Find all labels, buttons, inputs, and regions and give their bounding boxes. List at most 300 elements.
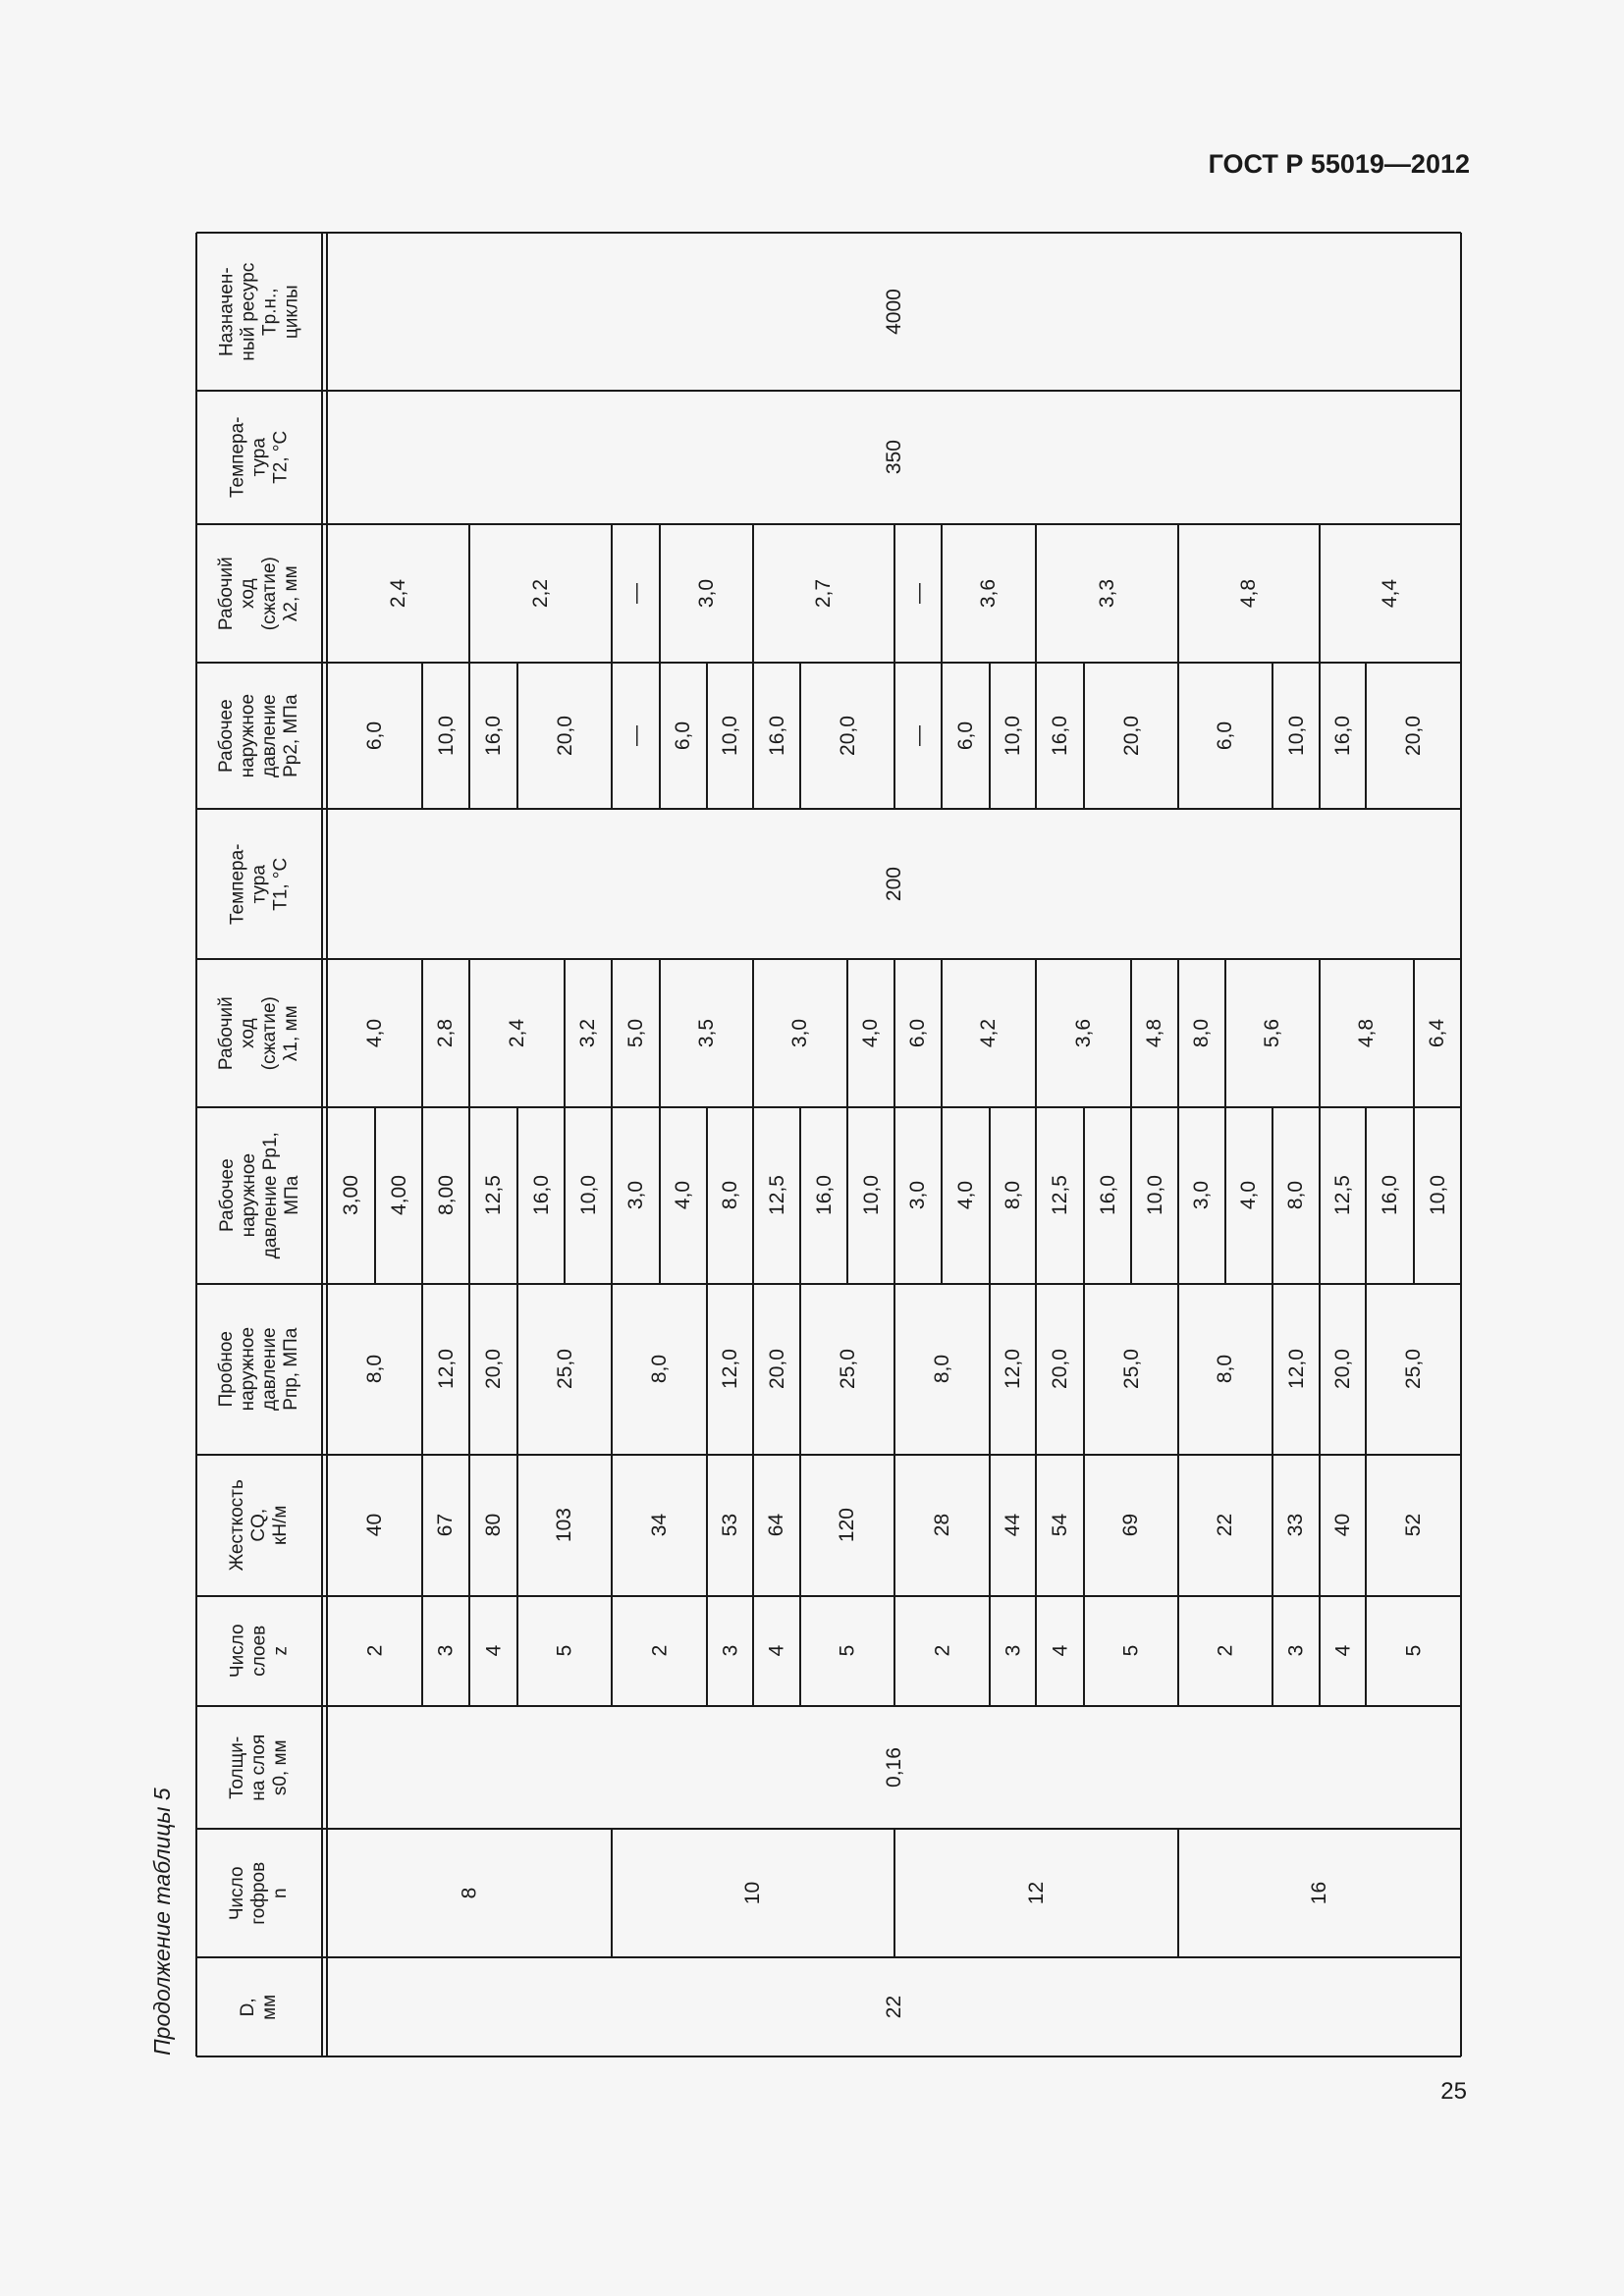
grid-line [421, 663, 423, 809]
cell-Pp2-text: 20,0 [1119, 716, 1143, 756]
grid-line [1319, 1284, 1321, 1455]
cell-lambda1 [1320, 959, 1414, 1107]
table-5-continuation [196, 233, 1461, 2056]
grid-line [468, 1284, 470, 1455]
cell-Pp1-text: 8,00 [434, 1175, 458, 1216]
grid-line [752, 959, 754, 1107]
cell-lambda2 [894, 524, 942, 663]
grid-line [893, 1107, 895, 1284]
header-T2 [196, 391, 322, 524]
grid-line [1319, 1107, 1321, 1284]
grid-line [468, 959, 470, 1107]
header-line: ход [238, 1018, 259, 1048]
cell-Pp2-text: — [906, 725, 930, 746]
grid-line [1177, 1455, 1179, 1596]
cell-lambda1 [894, 959, 942, 1107]
cell-Pp1-text: 8,0 [718, 1181, 741, 1210]
header-line: МПа [280, 1175, 301, 1216]
cell-z [327, 1596, 422, 1706]
grid-line [421, 1455, 423, 1596]
grid-line [1365, 663, 1367, 809]
cell-Tpn [327, 233, 1461, 391]
grid-line [1083, 1596, 1085, 1706]
cell-Pp1-text: 12,5 [1048, 1175, 1071, 1216]
cell-Pp1-text: 8,0 [1001, 1181, 1024, 1210]
cell-Pp2-text: 10,0 [434, 716, 458, 756]
grid-line [421, 959, 423, 1107]
grid-line [706, 663, 708, 809]
cell-Pp1-text: 10,0 [1426, 1175, 1449, 1216]
cell-CQ [800, 1455, 894, 1596]
cell-CQ [422, 1455, 469, 1596]
cell-Pp1 [375, 1107, 422, 1284]
grid-line [799, 1455, 801, 1596]
grid-line [1083, 1107, 1085, 1284]
cell-CQ [1320, 1455, 1366, 1596]
grid-line [1413, 1107, 1415, 1284]
header-Pp2 [196, 663, 322, 809]
cell-Ppr [1178, 1284, 1272, 1455]
cell-CQ-text: 120 [836, 1508, 859, 1543]
header-CQ [196, 1455, 322, 1596]
cell-z-text: 2 [1214, 1645, 1237, 1657]
cell-Pp2 [469, 663, 517, 809]
cell-n [327, 1829, 612, 1957]
cell-Pp1-text: 10,0 [576, 1175, 600, 1216]
cell-Ppr [327, 1284, 422, 1455]
cell-lambda1-text: 4,8 [1355, 1018, 1379, 1048]
grid-line [1272, 663, 1273, 809]
cell-Ppr-text: 8,0 [930, 1355, 953, 1384]
cell-Pp2 [612, 663, 660, 809]
header-lambda1 [196, 959, 322, 1107]
grid-line [1035, 1596, 1037, 1706]
grid-line [1177, 1596, 1179, 1706]
header-line: давление [259, 694, 280, 777]
cell-lambda2 [660, 524, 753, 663]
cell-Pp1-text: 10,0 [1143, 1175, 1166, 1216]
cell-Pp1-text: 16,0 [1096, 1175, 1119, 1216]
cell-Pp1-text: 3,00 [339, 1175, 362, 1216]
grid-line [989, 1107, 991, 1284]
grid-line [799, 1107, 801, 1284]
grid-line [421, 1596, 423, 1706]
cell-CQ-text: 80 [481, 1514, 505, 1537]
cell-Ppr-text: 25,0 [836, 1349, 859, 1390]
cell-Ppr [422, 1284, 469, 1455]
grid-line [706, 1107, 708, 1284]
cell-z [990, 1596, 1036, 1706]
header-line: тура [248, 438, 270, 477]
cell-Ppr-text: 12,0 [1001, 1349, 1024, 1390]
cell-Pp2-text: 16,0 [1048, 716, 1071, 756]
cell-lambda2 [1320, 524, 1461, 663]
cell-lambda1-text: 2,8 [434, 1018, 458, 1048]
cell-CQ [1366, 1455, 1461, 1596]
grid-line [706, 1596, 708, 1706]
cell-CQ [894, 1455, 990, 1596]
cell-Pp1 [660, 1107, 707, 1284]
header-line: Назначен- [216, 267, 238, 356]
header-line: Рабочее [216, 1158, 238, 1233]
cell-Pp1 [707, 1107, 753, 1284]
cell-Ppr [990, 1284, 1036, 1455]
cell-z-text: 3 [1284, 1645, 1308, 1657]
cell-Pp1-text: 12,5 [481, 1175, 505, 1216]
cell-D-text: 22 [882, 1995, 905, 2019]
cell-lambda1 [942, 959, 1036, 1107]
grid-line [989, 663, 991, 809]
grid-line [1177, 959, 1179, 1107]
cell-Pp1 [422, 1107, 469, 1284]
cell-s0 [327, 1706, 1461, 1829]
header-line: Число [227, 1866, 248, 1920]
cell-CQ-text: 67 [434, 1514, 458, 1537]
cell-T1 [327, 809, 1461, 959]
grid-line [846, 1107, 848, 1284]
grid-line [1224, 959, 1226, 1107]
cell-CQ [1272, 1455, 1320, 1596]
cell-z-text: 5 [1401, 1645, 1425, 1657]
cell-Ppr-text: 25,0 [1401, 1349, 1425, 1390]
cell-Ppr-text: 12,0 [1284, 1349, 1308, 1390]
header-lambda2 [196, 524, 322, 663]
grid-line [1083, 1455, 1085, 1596]
header-line: давление [259, 1327, 280, 1412]
header-z-label [227, 1625, 292, 1679]
header-line: кН/м [269, 1505, 291, 1546]
cell-z-text: 3 [434, 1645, 458, 1657]
grid-line [1177, 663, 1179, 809]
header-line: наружное [238, 693, 259, 778]
cell-Pp2 [1084, 663, 1178, 809]
cell-z-text: 4 [1330, 1645, 1354, 1657]
cell-CQ [707, 1455, 753, 1596]
grid-line [752, 1596, 754, 1706]
cell-Pp1-text: 12,5 [765, 1175, 788, 1216]
cell-z-text: 5 [836, 1645, 859, 1657]
grid-line [516, 1284, 518, 1455]
grid-line [516, 1596, 518, 1706]
cell-z [1320, 1596, 1366, 1706]
cell-lambda2 [612, 524, 660, 663]
grid-line [1177, 1284, 1179, 1455]
grid-line [516, 1455, 518, 1596]
cell-z [800, 1596, 894, 1706]
cell-Pp1 [1084, 1107, 1131, 1284]
cell-CQ [612, 1455, 707, 1596]
cell-lambda1-text: 6,0 [906, 1018, 930, 1048]
cell-Pp1-text: 4,0 [953, 1181, 977, 1210]
cell-Pp1-text: 3,0 [906, 1181, 930, 1210]
grid-line [1365, 1284, 1367, 1455]
cell-CQ [1036, 1455, 1084, 1596]
cell-z-text: 5 [553, 1645, 576, 1657]
grid-line [611, 1107, 613, 1284]
header-line: на слоя [248, 1734, 270, 1801]
cell-z-text: 4 [481, 1645, 505, 1657]
cell-lambda2 [327, 524, 469, 663]
grid-line [1083, 663, 1085, 809]
cell-Pp2 [1036, 663, 1084, 809]
cell-Pp1 [1036, 1107, 1084, 1284]
cell-z [1036, 1596, 1084, 1706]
cell-z-text: 3 [1001, 1645, 1024, 1657]
cell-Pp2 [707, 663, 753, 809]
cell-T2 [327, 391, 1461, 524]
grid-line [1130, 959, 1132, 1107]
cell-Ppr [1272, 1284, 1320, 1455]
header-line: (сжатие) [258, 556, 280, 631]
cell-lambda2-text: 4,4 [1379, 578, 1402, 609]
cell-Ppr-text: 25,0 [553, 1349, 576, 1390]
cell-z [1366, 1596, 1461, 1706]
cell-z-text: 5 [1119, 1645, 1143, 1657]
grid-line [1413, 959, 1415, 1107]
cell-lambda2-text: — [623, 583, 647, 604]
cell-Pp2 [942, 663, 990, 809]
cell-Pp1 [1414, 1107, 1461, 1284]
header-line: Жесткость [227, 1479, 248, 1572]
header-line: циклы [280, 285, 301, 339]
cell-z [1084, 1596, 1178, 1706]
cell-Ppr [707, 1284, 753, 1455]
cell-lambda1 [847, 959, 894, 1107]
header-line: слоев [248, 1625, 270, 1678]
cell-Pp2-text: 6,0 [1214, 721, 1237, 751]
cell-CQ [469, 1455, 517, 1596]
grid-line [1035, 959, 1037, 1107]
header-Pp2-label [216, 694, 301, 777]
grid-line [989, 1455, 991, 1596]
cell-z [1272, 1596, 1320, 1706]
grid-line [1319, 1596, 1321, 1706]
cell-lambda1-text: 3,5 [694, 1018, 718, 1048]
cell-Ppr [894, 1284, 990, 1455]
grid-line [893, 1829, 895, 1957]
cell-Pp1 [1178, 1107, 1225, 1284]
grid-line [799, 663, 801, 809]
cell-s0-text: 0,16 [882, 1747, 905, 1788]
grid-line [799, 1284, 801, 1455]
grid-line [564, 959, 566, 1107]
cell-z [753, 1596, 800, 1706]
cell-Pp1 [327, 1107, 375, 1284]
page-number: 25 [1440, 2078, 1467, 2105]
cell-Pp1 [612, 1107, 660, 1284]
cell-Pp1 [990, 1107, 1036, 1284]
cell-Ppr [800, 1284, 894, 1455]
cell-lambda1 [1131, 959, 1178, 1107]
cell-lambda1-text: 6,4 [1426, 1018, 1449, 1048]
cell-Pp1 [1366, 1107, 1414, 1284]
cell-Pp1 [517, 1107, 565, 1284]
header-line: T1, °C [269, 857, 291, 911]
header-Tpn-label [216, 262, 301, 360]
cell-n-text: 16 [1308, 1881, 1331, 1905]
cell-n-text: 12 [1024, 1881, 1048, 1905]
grid-line [516, 1107, 518, 1284]
header-line: тура [248, 864, 270, 904]
cell-CQ-text: 28 [930, 1514, 953, 1537]
cell-Ppr-text: 12,0 [434, 1349, 458, 1390]
cell-z-text: 2 [930, 1645, 953, 1657]
grid-line [1035, 1455, 1037, 1596]
grid-line [468, 1107, 470, 1284]
grid-line [1272, 1596, 1273, 1706]
cell-n-text: 10 [741, 1881, 765, 1905]
grid-line [564, 1107, 566, 1284]
grid-line [421, 1107, 423, 1284]
grid-line [1130, 1107, 1132, 1284]
grid-line [1272, 1455, 1273, 1596]
grid-line [706, 1455, 708, 1596]
cell-Pp2 [800, 663, 894, 809]
grid-line [611, 959, 613, 1107]
cell-Pp1-text: 16,0 [1378, 1175, 1401, 1216]
cell-CQ-text: 52 [1401, 1514, 1425, 1537]
grid-line [1035, 524, 1037, 663]
cell-Pp2-text: 16,0 [481, 716, 505, 756]
header-line: Tр.н., [259, 288, 280, 336]
cell-lambda2-text: 2,2 [528, 578, 552, 609]
header-z [196, 1596, 322, 1706]
cell-Pp2-text: 6,0 [362, 721, 386, 751]
grid-line [516, 663, 518, 809]
cell-Ppr-text: 20,0 [1048, 1349, 1071, 1390]
header-line: Pp2, МПа [280, 694, 301, 777]
cell-z-text: 2 [362, 1645, 386, 1657]
grid-line [989, 1284, 991, 1455]
cell-Pp2-text: 10,0 [1284, 716, 1308, 756]
grid-line [941, 959, 943, 1107]
cell-Pp1 [753, 1107, 800, 1284]
cell-Ppr [1320, 1284, 1366, 1455]
header-n [196, 1829, 322, 1957]
cell-Pp1-text: 3,0 [623, 1181, 647, 1210]
grid-line [799, 1596, 801, 1706]
grid-line [1177, 1829, 1179, 1957]
cell-lambda1-text: 8,0 [1190, 1018, 1214, 1048]
grid-line [752, 524, 754, 663]
cell-Pp2 [1178, 663, 1272, 809]
grid-line [752, 1455, 754, 1596]
cell-lambda1-text: 4,2 [977, 1018, 1001, 1048]
cell-z [422, 1596, 469, 1706]
cell-z [707, 1596, 753, 1706]
grid-line [1177, 524, 1179, 663]
cell-n [612, 1829, 894, 1957]
cell-Pp1 [1320, 1107, 1366, 1284]
cell-Ppr-text: 8,0 [362, 1355, 386, 1384]
cell-Ppr [1036, 1284, 1084, 1455]
grid-line [989, 1596, 991, 1706]
grid-line [468, 524, 470, 663]
cell-CQ-text: 103 [553, 1508, 576, 1543]
header-line: Пробное [216, 1331, 238, 1408]
cell-lambda1-text: 3,0 [788, 1018, 812, 1048]
grid-line [752, 1107, 754, 1284]
cell-lambda2-text: 3,0 [694, 578, 718, 609]
cell-Pp2-text: — [623, 725, 647, 746]
cell-CQ [1178, 1455, 1272, 1596]
cell-D [327, 1957, 1461, 2056]
cell-Pp1 [1272, 1107, 1320, 1284]
cell-Pp2 [990, 663, 1036, 809]
header-D [196, 1957, 322, 2056]
header-s0 [196, 1706, 322, 1829]
cell-Pp2 [894, 663, 942, 809]
cell-lambda2 [469, 524, 612, 663]
grid-line [1319, 959, 1321, 1107]
cell-CQ [1084, 1455, 1178, 1596]
cell-z-text: 3 [718, 1645, 741, 1657]
cell-Pp2-text: 6,0 [672, 721, 695, 751]
cell-lambda2 [753, 524, 894, 663]
cell-z [1178, 1596, 1272, 1706]
cell-CQ-text: 64 [765, 1514, 788, 1537]
header-line: мм [259, 1994, 280, 2020]
cell-Ppr [753, 1284, 800, 1455]
grid-line [941, 524, 943, 663]
cell-lambda1-text: 4,0 [859, 1018, 883, 1048]
cell-CQ-text: 22 [1214, 1514, 1237, 1537]
cell-Ppr [517, 1284, 612, 1455]
grid-line [421, 1284, 423, 1455]
cell-Pp1-text: 4,0 [1237, 1181, 1261, 1210]
cell-Ppr-text: 25,0 [1119, 1349, 1143, 1390]
cell-Pp1-text: 10,0 [859, 1175, 883, 1216]
header-line: ход [238, 578, 259, 609]
grid-line [893, 959, 895, 1107]
grid-line [752, 663, 754, 809]
cell-lambda2-text: 3,3 [1095, 578, 1118, 609]
grid-line [468, 1455, 470, 1596]
grid-line [1272, 1284, 1273, 1455]
grid-line [893, 524, 895, 663]
header-line: λ1, мм [280, 1005, 301, 1061]
cell-lambda1 [1225, 959, 1320, 1107]
grid-line [468, 1596, 470, 1706]
grid-line [659, 524, 661, 663]
cell-Tpn-text: 4000 [882, 289, 905, 335]
grid-line [611, 524, 613, 663]
cell-lambda2 [1036, 524, 1178, 663]
cell-n [1178, 1829, 1461, 1957]
grid-line [941, 663, 943, 809]
header-n-label [227, 1862, 292, 1925]
grid-line [611, 1596, 613, 1706]
cell-lambda2-text: 3,6 [977, 578, 1001, 609]
cell-CQ [517, 1455, 612, 1596]
cell-Pp1-text: 4,0 [672, 1181, 695, 1210]
cell-z [612, 1596, 707, 1706]
grid-line [659, 1107, 661, 1284]
grid-line [468, 663, 470, 809]
cell-Pp1-text: 16,0 [812, 1175, 836, 1216]
header-line: CQ, [248, 1509, 270, 1542]
cell-CQ-text: 69 [1119, 1514, 1143, 1537]
cell-CQ-text: 40 [1330, 1514, 1354, 1537]
grid-line [611, 1284, 613, 1455]
header-T1 [196, 809, 322, 959]
cell-CQ-text: 40 [362, 1514, 386, 1537]
grid-line [1272, 1107, 1273, 1284]
header-T1-label [227, 843, 292, 925]
cell-lambda1-text: 5,6 [1261, 1018, 1284, 1048]
grid-line [1365, 1107, 1367, 1284]
cell-Pp1 [565, 1107, 612, 1284]
